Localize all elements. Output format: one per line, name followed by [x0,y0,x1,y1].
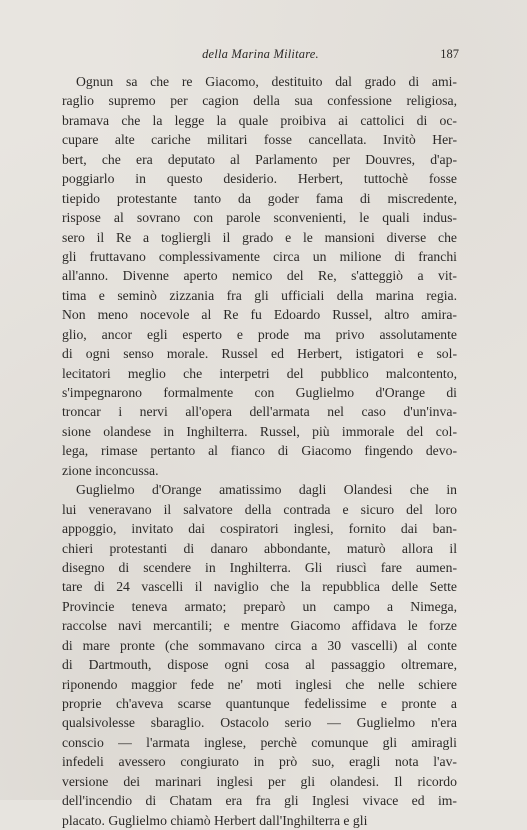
text-line: Provincie teneva armato; preparò un campo a Nimega, [62,598,457,614]
text-line: rispose al sovrano con parole sconvenienti, le quali indus- [62,210,457,226]
text-line: Non meno nocevole al Re fu Edoardo Russel, altro amira- [62,307,457,323]
text-line: tiepido protestante tanto da goder fama di miscredente, [62,190,457,206]
text-line: cupare alte cariche militari fosse cancellata. Invitò Her- [62,132,457,148]
text-line: dell'incendio di Chatam era fra gli Inglesi vivace ed im- [62,793,457,809]
text-line: zione inconcussa. [62,462,159,478]
text-line: lega, rimase pertanto al fianco di Giacomo fingendo devo- [62,443,457,459]
text-line: conscio — l'armata inglese, perchè comunque gli amiragli [62,734,457,750]
text-line: lui veneravano il salvatore della contrada e sicuro del loro [62,501,457,517]
text-line: Guglielmo d'Orange amatissimo dagli Olandesi che in [76,482,457,498]
body-text [62,72,457,830]
running-title: della Marina Militare. [202,47,319,61]
text-line: chieri protestanti di danaro abbondante, maturò allora il [62,540,457,556]
text-line: appoggio, invitato dai cospiratori inglesi, fornito dai ban- [62,521,457,537]
text-line: riponendo maggior fede ne' moti inglesi che nelle schiere [62,676,457,692]
text-line: bramava che la legge la quale proibiva ai cattolici di oc- [62,112,457,128]
text-line: bert, che era deputato al Parlamento per Douvres, d'ap- [62,151,457,167]
text-line: s'impegnarono formalmente con Guglielmo d'Orange di [62,385,457,400]
text-line: troncar i nervi all'opera dell'armata nel caso d'un'inva- [62,404,457,420]
text-line: tare di 24 vascelli il naviglio che la repubblica delle Sette [62,579,457,595]
text-line: gli fruttavano complessivamente circa un milione di franchi [62,248,457,264]
text-line: di Dartmouth, dispose ogni cosa al passaggio oltremare, [62,657,457,673]
text-line: placato. Guglielmo chiamò Herbert dall'Inghilterra e gli [62,812,368,828]
text-line: Ognun sa che re Giacomo, destituito dal grado di ami- [76,74,457,89]
text-line: disegno di scendere in Inghilterra. Gli riuscì fare aumen- [62,559,457,575]
text-line: proprie ch'aveva scarse quantunque fedelissime e pronte a [62,696,457,711]
text-line: sione olandese in Inghilterra. Russel, più immorale del col- [62,423,457,439]
text-line: all'anno. Divenne aperto nemico del Re, s'atteggiò a vit- [62,268,457,284]
text-line: raglio supremo per cagion della sua confessione religiosa, [62,93,457,109]
text-line: di ogni senso morale. Russel ed Herbert, istigatori e sol- [62,346,457,362]
text-line: di mare pronte (che sommavano circa a 30 vascelli) al conte [62,637,457,653]
text-line: infedeli avessero congiurato in prò suo, eragli nota l'av- [62,754,457,770]
text-line: versione dei marinari inglesi per gli olandesi. Il ricordo [62,773,457,789]
page-number: 187 [440,47,459,61]
text-line: raccolse navi mercantili; e mentre Giacomo affidava le forze [62,618,457,634]
text-line: sero il Re a togliergli il grado e le mansioni diverse che [62,229,457,245]
text-line: tima e seminò zizzania fra gli ufficiali della marina regia. [62,287,457,303]
text-line: lecitatori meglio che interpetri del pubblico malcontento, [62,365,457,381]
text-line: glio, ancor egli esperto e prode ma privo assolutamente [62,326,457,342]
text-line: qualsivolesse sbaraglio. Ostacolo serio — Guglielmo n'era [62,715,457,731]
paragraph [62,72,457,480]
paragraph [62,480,457,830]
running-head [64,47,457,63]
text-line: poggiarlo in questo desiderio. Herbert, tuttochè fosse [62,171,457,187]
